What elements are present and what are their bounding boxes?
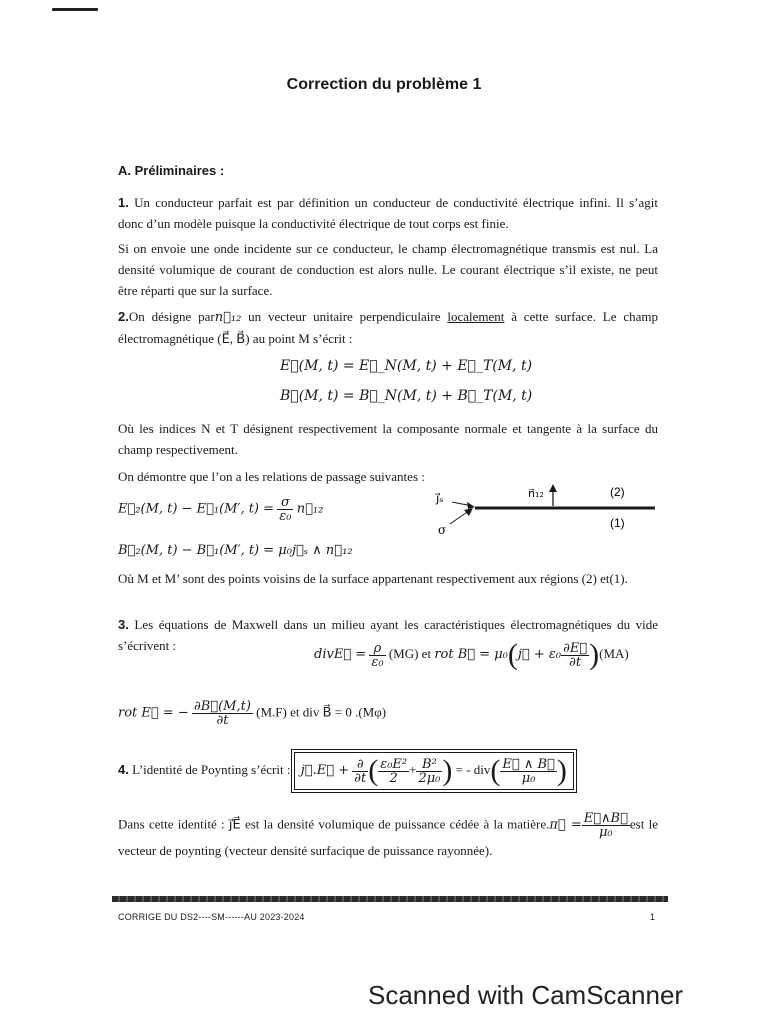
paragraph-text: est le vecteur de poynting (vecteur densité surfacique de puissance rayonnée). [118, 816, 658, 858]
maxwell-mf [118, 700, 386, 727]
paren-close: ) [556, 754, 567, 787]
poynting-term: j⃗.E⃗ + [300, 762, 350, 778]
ma-label: (MA) [599, 645, 629, 661]
item-number: 2. [118, 309, 129, 324]
text-fragment: à cette surface. Le champ électromagnétique (E⃗, B⃗) au point M s’écrit : [118, 309, 658, 346]
numerator: E⃗ ∧ B⃗ [502, 756, 555, 772]
fraction [277, 496, 293, 523]
region-1-label: (1) [610, 516, 625, 530]
paragraph-3 [118, 306, 658, 349]
js-label: j⃗ₛ [436, 491, 444, 505]
ma-inner: j⃗ + ε₀ [517, 646, 562, 662]
sigma-arrow-head [464, 508, 473, 516]
paragraph-5: On démontre que l’on a les relations de passage suivantes : [118, 469, 425, 484]
paren-open: ( [490, 754, 501, 787]
paren-open: ( [368, 754, 379, 787]
plus-sign: + [409, 761, 417, 777]
numerator: ∂B⃗(M,t) [194, 699, 251, 714]
n12-label: n⃗₁₂ [528, 487, 544, 500]
denominator: 2μ₀ [418, 770, 441, 786]
footer-label: CORRIGE DU DS2----SM------AU 2023-2024 [118, 912, 305, 922]
mf-lhs: rot E⃗ = − [118, 705, 189, 721]
numerator: E⃗∧B⃗ [583, 811, 628, 826]
numerator: σ [277, 496, 293, 510]
mg-label: (MG) et [388, 645, 432, 661]
denominator: ∂t [354, 770, 367, 786]
equation-b-field: B⃗(M, t) = B⃗_N(M, t) + B⃗_T(M, t) [280, 388, 533, 404]
poynting-intro: L’identité de Poynting s’écrit : [132, 761, 291, 777]
denominator: ε₀ [279, 509, 292, 524]
numerator: ε₀E² [380, 756, 408, 772]
paragraph-6: Où M et M’ sont des points voisins de la surface appartenant respectivement aux régions (2) et(1). [118, 571, 628, 586]
paren-close: ) [442, 754, 453, 787]
denominator: μ₀ [521, 770, 536, 786]
numerator: ∂E⃗ [563, 640, 588, 656]
item-number: 1. [118, 195, 129, 210]
denominator: ∂t [216, 713, 229, 728]
denominator: μ₀ [598, 825, 613, 840]
mg-fraction [369, 642, 385, 669]
text-fragment: un vecteur unitaire perpendiculaire [241, 309, 448, 324]
underlined-word: localement [447, 309, 505, 324]
equation-e-field: E⃗(M, t) = E⃗_N(M, t) + E⃗_T(M, t) [280, 358, 533, 374]
numerator: B² [416, 758, 442, 772]
camscanner-watermark: Scanned with CamScanner [368, 980, 684, 1010]
energy-e-term [378, 758, 409, 785]
maxwell-mg-ma [314, 640, 629, 670]
poynting-equals: = - div [455, 761, 491, 777]
section-heading: A. Préliminaires : [118, 163, 225, 178]
item-number: 3. [118, 617, 129, 632]
n12-arrow-head [549, 484, 557, 492]
paren-open: ( [507, 638, 518, 671]
paragraph-2: Si on envoie une onde incidente sur ce conducteur, le champ électromagnétique transmis est nul. La densité volumique de courant de conduction est alors nulle. Le courant électrique s’il existe, ne peut être réparti que sur la surface. [118, 241, 658, 298]
relation-rhs: n⃗₁₂ [296, 501, 324, 517]
poynting-identity [118, 752, 574, 790]
numerator: ρ [369, 642, 385, 656]
energy-b-term [416, 758, 442, 785]
footer-rule [112, 896, 668, 902]
surface-diagram [420, 480, 660, 540]
denominator: ε₀ [371, 654, 384, 670]
paragraph-1 [118, 192, 658, 234]
item-number: 4. [118, 761, 129, 777]
numerator: ∂ [352, 758, 368, 772]
denominator: 2 [389, 770, 398, 786]
mg-lhs: divE⃗ = [314, 646, 367, 662]
paragraph-text: Dans cette identité : j⃗E⃗ est la densité volumique de puissance cédée à la matière. [118, 816, 550, 832]
relation-lhs: E⃗₂(M, t) − E⃗₁(M′, t) = [118, 501, 275, 517]
text-fragment: On désigne par [128, 309, 215, 324]
page-title: Correction du problème 1 [286, 76, 482, 93]
paragraph-4: Où les indices N et T désignent respectivement la composante normale et tangente à la surface du champ respectivement. [118, 421, 658, 457]
mf-fraction [192, 700, 253, 727]
sigma-label: σ [438, 523, 447, 537]
poynting-vector-term [500, 758, 556, 785]
normal-vector: n⃗₁₂ [214, 310, 242, 325]
denominator: ∂t [569, 654, 582, 670]
poynting-symbol: π⃗ = [549, 817, 582, 833]
time-derivative [352, 758, 368, 785]
paragraph-text: Un conducteur parfait est par définition un conducteur de conductivité électrique infini. Il s’agit donc d’un modèle puisque la conductivité électrique de tout corps est finie. [118, 195, 658, 231]
poynting-box [294, 752, 574, 790]
poynting-fraction [582, 812, 630, 839]
ma-fraction [561, 642, 589, 669]
region-2-label: (2) [610, 485, 625, 499]
relation-text: B⃗₂(M, t) − B⃗₁(M′, t) = μ₀j⃗ₛ ∧ n⃗₁₂ [118, 543, 353, 558]
js-arrow-head [467, 502, 475, 509]
page-number: 1 [650, 912, 656, 922]
mf-label: (M.F) et div B⃗ = 0 .(Mφ) [256, 704, 387, 720]
paren-close: ) [589, 638, 600, 671]
relation-1 [118, 496, 323, 523]
ma-lhs: rot B⃗ = μ₀ [434, 646, 508, 662]
paragraph-text: Les équations de Maxwell dans un milieu ayant les caractéristiques électromagnétiques du vide s’écrivent : [118, 617, 659, 653]
relation-2 [118, 542, 353, 558]
paragraph-9 [118, 812, 658, 863]
